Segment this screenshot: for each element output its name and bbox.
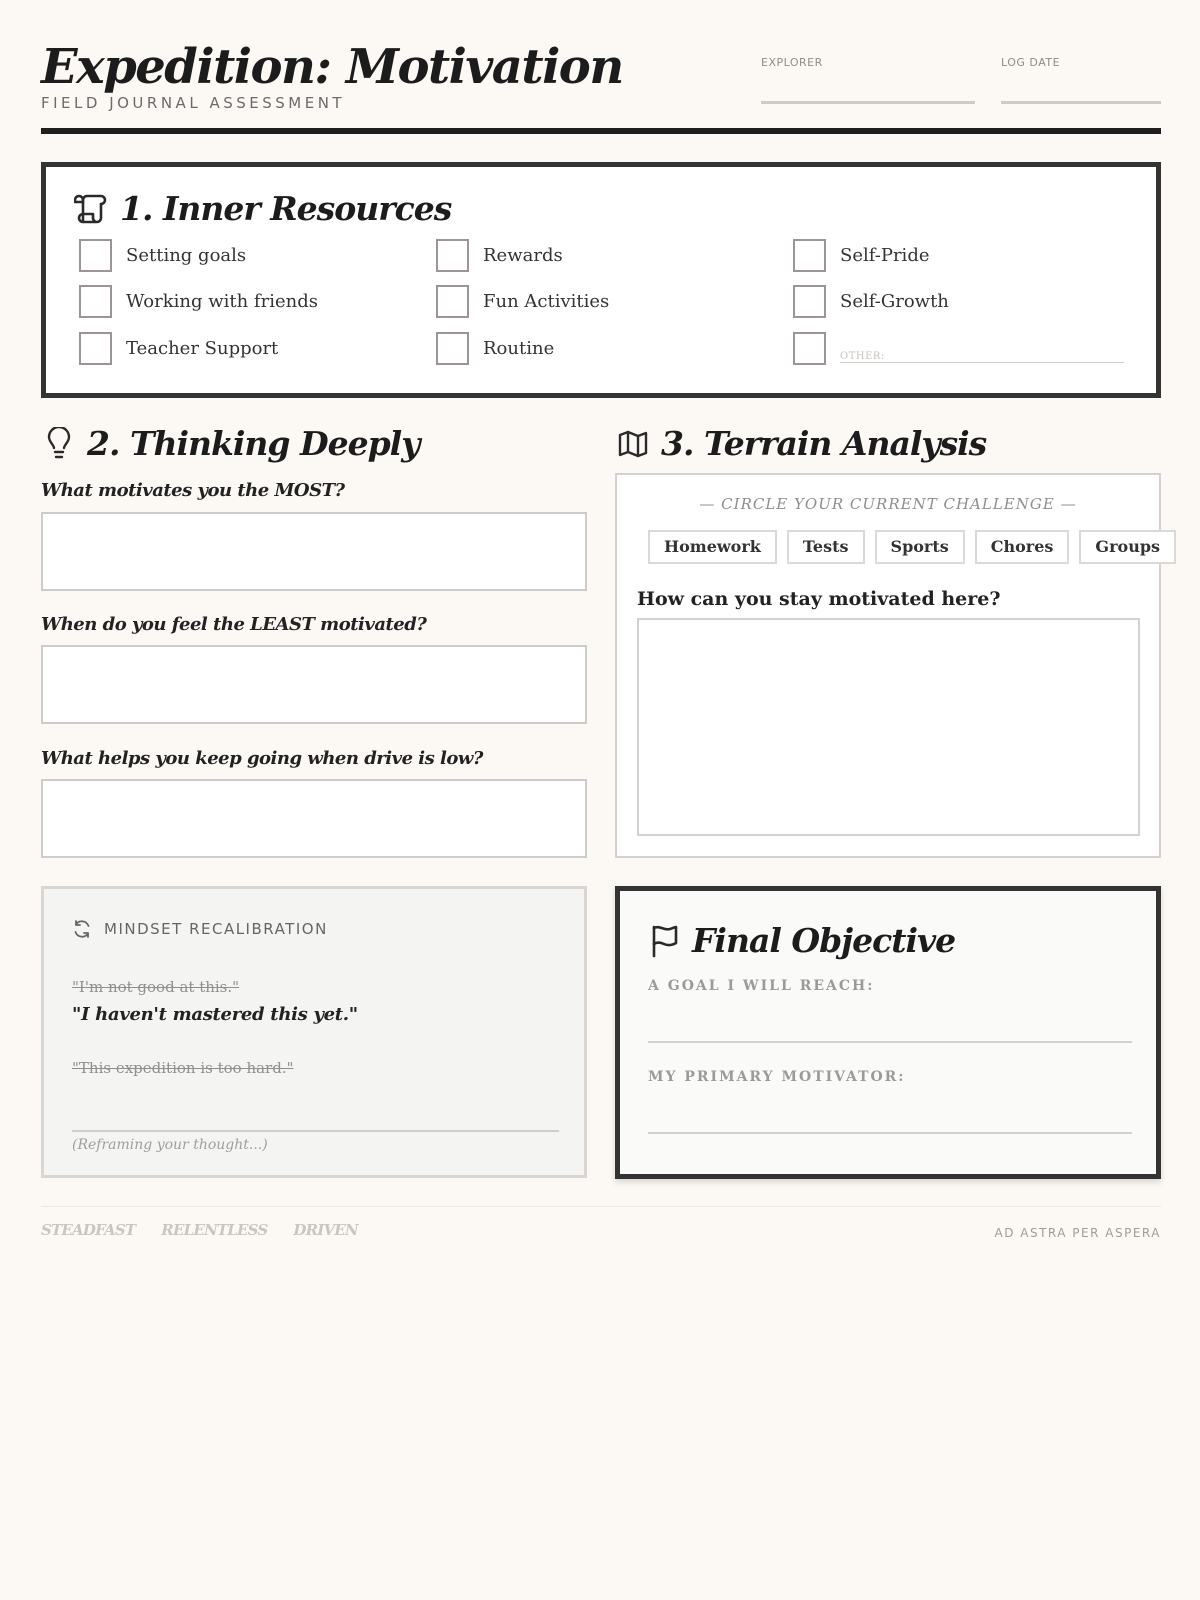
resource-other[interactable] <box>793 332 1124 365</box>
checkbox[interactable] <box>793 285 826 318</box>
checkbox[interactable] <box>436 239 469 272</box>
question-keep-going: What helps you keep going when drive is low? <box>41 748 483 769</box>
log-date-line <box>1001 101 1161 104</box>
explorer-line <box>761 101 975 104</box>
goal-input-line[interactable] <box>648 1041 1132 1043</box>
circle-challenge-label: — CIRCLE YOUR CURRENT CHALLENGE — <box>699 495 1077 513</box>
checkbox[interactable] <box>436 332 469 365</box>
motivator-label: MY PRIMARY MOTIVATOR: <box>648 1069 906 1085</box>
inner-resources-heading <box>74 189 451 229</box>
final-objective-heading <box>648 921 955 961</box>
thinking-deeply-title: 2. Thinking Deeply <box>87 424 420 463</box>
old-thought-1: "I'm not good at this." <box>72 978 240 996</box>
motivator-input-line[interactable] <box>648 1132 1132 1134</box>
checkbox[interactable] <box>79 332 112 365</box>
checkbox[interactable] <box>793 239 826 272</box>
other-label: OTHER: <box>840 351 885 362</box>
challenge-groups[interactable]: Groups <box>1079 530 1176 564</box>
final-objective-title: Final Objective <box>692 921 956 960</box>
inner-resources-section <box>41 162 1161 398</box>
checkbox-label: Routine <box>483 337 555 359</box>
challenge-tests[interactable]: Tests <box>787 530 865 564</box>
lightbulb-icon <box>43 426 75 462</box>
inner-resources-title: 1. Inner Resources <box>120 189 452 228</box>
old-thought-2: "This expedition is too hard." <box>72 1059 294 1077</box>
checkbox-label: Working with friends <box>126 290 318 312</box>
header <box>41 38 1161 136</box>
challenge-options <box>648 530 1176 564</box>
resource-setting-goals[interactable] <box>79 239 246 272</box>
explorer-field[interactable] <box>761 56 823 70</box>
page-title: Expedition: Motivation <box>41 39 623 95</box>
thinking-deeply-heading <box>41 418 587 470</box>
stay-motivated-question: How can you stay motivated here? <box>637 588 1001 610</box>
header-rule <box>41 128 1161 134</box>
checkbox-label: Fun Activities <box>483 290 610 312</box>
answer-box-least[interactable] <box>41 645 587 724</box>
footer-motto: AD ASTRA PER ASPERA <box>994 1226 1161 1240</box>
checkbox-label: Setting goals <box>126 244 247 266</box>
checkbox-label: Self-Pride <box>840 244 930 266</box>
mindset-title: MINDSET RECALIBRATION <box>104 920 328 938</box>
resource-self-growth[interactable] <box>793 285 949 318</box>
thinking-deeply-section <box>41 418 587 769</box>
map-icon <box>617 426 649 462</box>
scroll-icon <box>74 192 108 226</box>
resource-fun-activities[interactable] <box>436 285 609 318</box>
challenge-sports[interactable]: Sports <box>875 530 965 564</box>
terrain-analysis-section <box>615 418 1161 610</box>
footer-word-steadfast: STEADFAST <box>41 1221 136 1239</box>
explorer-label: EXPLORER <box>761 56 823 69</box>
terrain-card <box>615 473 1161 858</box>
checkbox[interactable] <box>436 285 469 318</box>
other-input-line[interactable] <box>840 351 1124 363</box>
worksheet-page <box>41 0 1161 1600</box>
checkbox-label: Teacher Support <box>126 337 279 359</box>
resource-working-with-friends[interactable] <box>79 285 318 318</box>
checkbox[interactable] <box>793 332 826 365</box>
goal-label: A GOAL I WILL REACH: <box>648 978 875 994</box>
terrain-analysis-heading <box>615 418 1161 470</box>
new-thought-1: "I haven't mastered this yet." <box>72 1004 358 1025</box>
log-date-label: LOG DATE <box>1001 56 1061 69</box>
final-objective-card <box>615 886 1161 1179</box>
mindset-heading <box>72 919 328 939</box>
question-most: What motivates you the MOST? <box>41 480 345 501</box>
footer-rule <box>41 1206 1161 1207</box>
checkbox-label: Self-Growth <box>840 290 949 312</box>
checkbox[interactable] <box>79 239 112 272</box>
mindset-recalibration-card <box>41 886 587 1178</box>
resource-routine[interactable] <box>436 332 554 365</box>
reframe-placeholder: (Reframing your thought...) <box>72 1137 268 1153</box>
flag-icon <box>648 924 682 958</box>
resource-teacher-support[interactable] <box>79 332 278 365</box>
answer-box-most[interactable] <box>41 512 587 591</box>
reframe-input-line[interactable] <box>72 1130 559 1132</box>
challenge-chores[interactable]: Chores <box>975 530 1070 564</box>
answer-box-keep-going[interactable] <box>41 779 587 858</box>
page-subtitle: FIELD JOURNAL ASSESSMENT <box>41 94 346 112</box>
checkbox-label: Rewards <box>483 244 563 266</box>
footer-words <box>41 1220 358 1240</box>
challenge-homework[interactable]: Homework <box>648 530 777 564</box>
log-date-field[interactable] <box>1001 56 1060 70</box>
resource-rewards[interactable] <box>436 239 563 272</box>
footer-word-relentless: RELENTLESS <box>161 1221 268 1239</box>
refresh-icon <box>72 919 92 939</box>
checkbox[interactable] <box>79 285 112 318</box>
question-least: When do you feel the LEAST motivated? <box>41 614 427 635</box>
resource-self-pride[interactable] <box>793 239 930 272</box>
terrain-analysis-title: 3. Terrain Analysis <box>661 424 987 463</box>
stay-motivated-answer-box[interactable] <box>637 618 1140 836</box>
footer-word-driven: DRIVEN <box>293 1221 358 1239</box>
